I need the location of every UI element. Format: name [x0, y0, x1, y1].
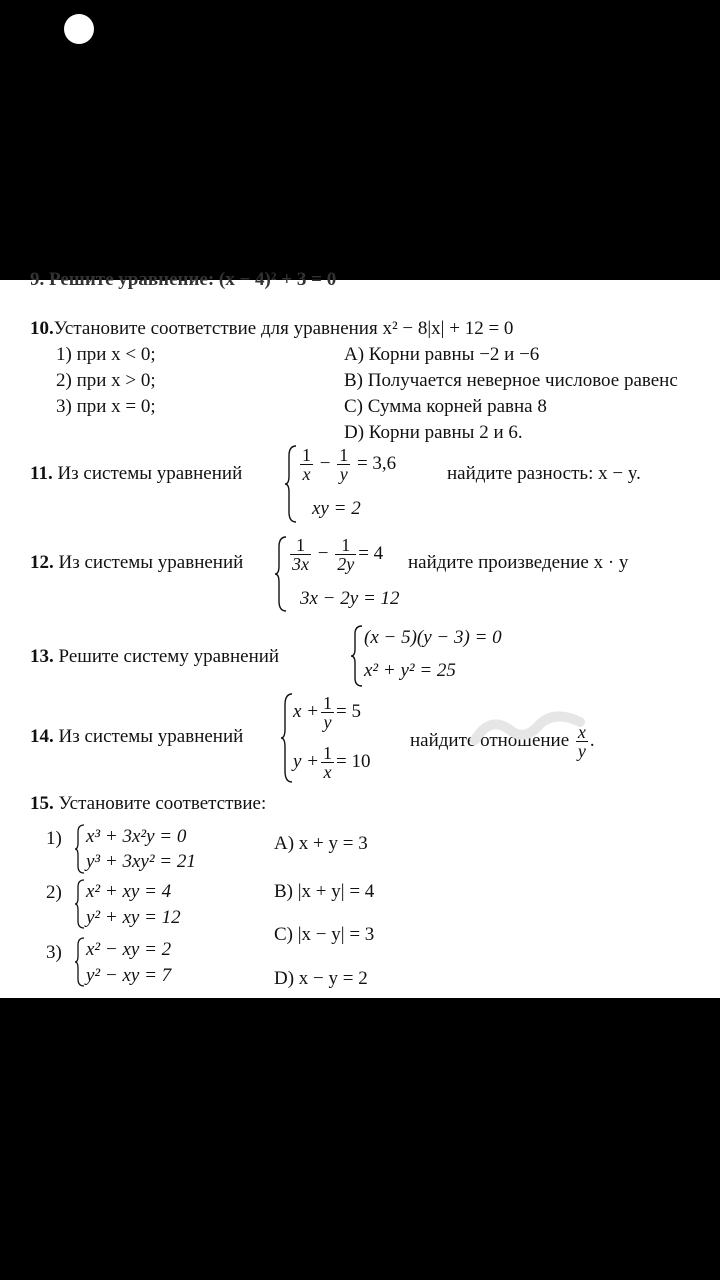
- frac-numerator: 1: [302, 445, 311, 465]
- problem-14-equation-1: [293, 694, 361, 731]
- answer-d: D) x − y = 2: [274, 968, 368, 989]
- frac-numerator: 1: [323, 693, 333, 713]
- equation-lhs: y +: [293, 750, 320, 772]
- problem-14-number: 14.: [30, 726, 54, 747]
- frac-numerator: 1: [339, 445, 349, 465]
- brace-icon: [280, 692, 294, 784]
- frac-denominator: y: [339, 464, 348, 484]
- problem-12-equation-1: $\frac{1}{3x}$ − $\frac{1}{2y}$ = 4: [292, 535, 384, 574]
- watermark-icon: [470, 710, 590, 750]
- problem-12-task: найдите произведение x · y: [408, 552, 629, 573]
- problem-10-option-3: 3) при x = 0;: [56, 396, 156, 417]
- frac-denominator: 3x: [292, 554, 309, 574]
- problem-12-title: Из системы уравнений: [58, 552, 244, 573]
- problem-11-equation-2: xy = 2: [312, 498, 361, 519]
- system-2-equation-1: x² + xy = 4: [86, 881, 172, 902]
- system-2-label: 2): [46, 882, 62, 903]
- problem-15-title: Установите соответствие:: [58, 793, 267, 814]
- problem-12-title-row: [30, 552, 243, 574]
- equation-rhs: = 4: [358, 542, 384, 564]
- problem-11-number: 11.: [30, 463, 53, 484]
- problem-10-title: Установите соответствие для уравнения x² − 8|x| + 12 = 0: [53, 318, 514, 339]
- camera-dot: [64, 14, 94, 44]
- answer-b: B) |x + y| = 4: [274, 881, 375, 902]
- system-3-label: 3): [46, 942, 62, 963]
- problem-15-number: 15.: [30, 793, 54, 814]
- problem-13-title: Решите систему уравнений: [58, 646, 280, 667]
- equation-rhs: = 5: [336, 700, 361, 722]
- problem-14-title: Из системы уравнений: [58, 726, 244, 747]
- problem-14-equation-2: [293, 744, 370, 781]
- problem-10-answer-c: C) Сумма корней равна 8: [344, 396, 547, 417]
- problem-14-title-row: [30, 726, 243, 748]
- problem-11-title: Из системы уравнений: [57, 463, 243, 484]
- problem-11-equation-1: $\frac{1}{x}$ − $\frac{1}{y}$ = 3,6: [302, 445, 397, 484]
- frac-numerator: x: [577, 722, 586, 742]
- system-3-equation-2: y² − xy = 7: [86, 965, 172, 986]
- system-3-equation-1: x² − xy = 2: [86, 939, 172, 960]
- problem-10-answer-b: B) Получается неверное числовое равенс: [344, 370, 678, 391]
- period: .: [589, 729, 595, 751]
- cut-off-line: 9. Решите уравнение: (x − 4)² + 3 = 0: [30, 269, 337, 290]
- brace-icon: [274, 535, 288, 613]
- problem-12-number: 12.: [30, 552, 54, 573]
- frac-denominator: x: [302, 464, 311, 484]
- brace-icon: [74, 936, 86, 988]
- problem-15-title-row: [30, 793, 266, 815]
- system-1-equation-2: y³ + 3xy² = 21: [86, 851, 196, 872]
- brace-icon: [74, 823, 86, 875]
- problem-13-title-row: [30, 646, 279, 668]
- problem-13-number: 13.: [30, 646, 54, 667]
- brace-icon: [350, 624, 364, 688]
- frac-denominator: x: [323, 762, 332, 782]
- problem-10-option-2: 2) при x > 0;: [56, 370, 156, 391]
- brace-icon: [284, 444, 298, 524]
- problem-10-number: 10.: [30, 318, 54, 339]
- equation-rhs: = 10: [336, 750, 371, 772]
- frac-denominator: y: [577, 741, 586, 761]
- problem-10-option-1: 1) при x < 0;: [56, 344, 156, 365]
- system-1-equation-1: x³ + 3x²y = 0: [86, 826, 187, 847]
- equation-rhs: = 3,6: [356, 452, 397, 474]
- problem-13-equation-1: (x − 5)(y − 3) = 0: [364, 627, 502, 648]
- problem-13-equation-2: x² + y² = 25: [364, 660, 456, 681]
- textbook-page: [0, 269, 720, 998]
- answer-a: A) x + y = 3: [274, 833, 368, 854]
- frac-numerator: 1: [290, 536, 311, 555]
- answer-c: C) |x − y| = 3: [274, 924, 375, 945]
- equation-lhs: x +: [293, 700, 320, 722]
- frac-numerator: 1: [335, 536, 356, 555]
- system-2-equation-2: y² + xy = 12: [86, 907, 181, 928]
- problem-12-equation-2: 3x − 2y = 12: [300, 588, 400, 609]
- problem-14-task: найдите отношение: [410, 729, 570, 751]
- problem-11-title-row: [30, 463, 242, 485]
- brace-icon: [74, 878, 86, 930]
- frac-denominator: 2y: [337, 554, 355, 574]
- system-1-label: 1): [46, 828, 62, 849]
- problem-10-answer-a: A) Корни равны −2 и −6: [344, 344, 540, 365]
- problem-10-answer-d: D) Корни равны 2 и 6.: [344, 422, 523, 443]
- problem-10-title-row: [30, 318, 513, 340]
- problem-11-task: найдите разность: x − y.: [447, 463, 641, 484]
- frac-numerator: 1: [323, 743, 333, 763]
- frac-denominator: y: [323, 712, 332, 732]
